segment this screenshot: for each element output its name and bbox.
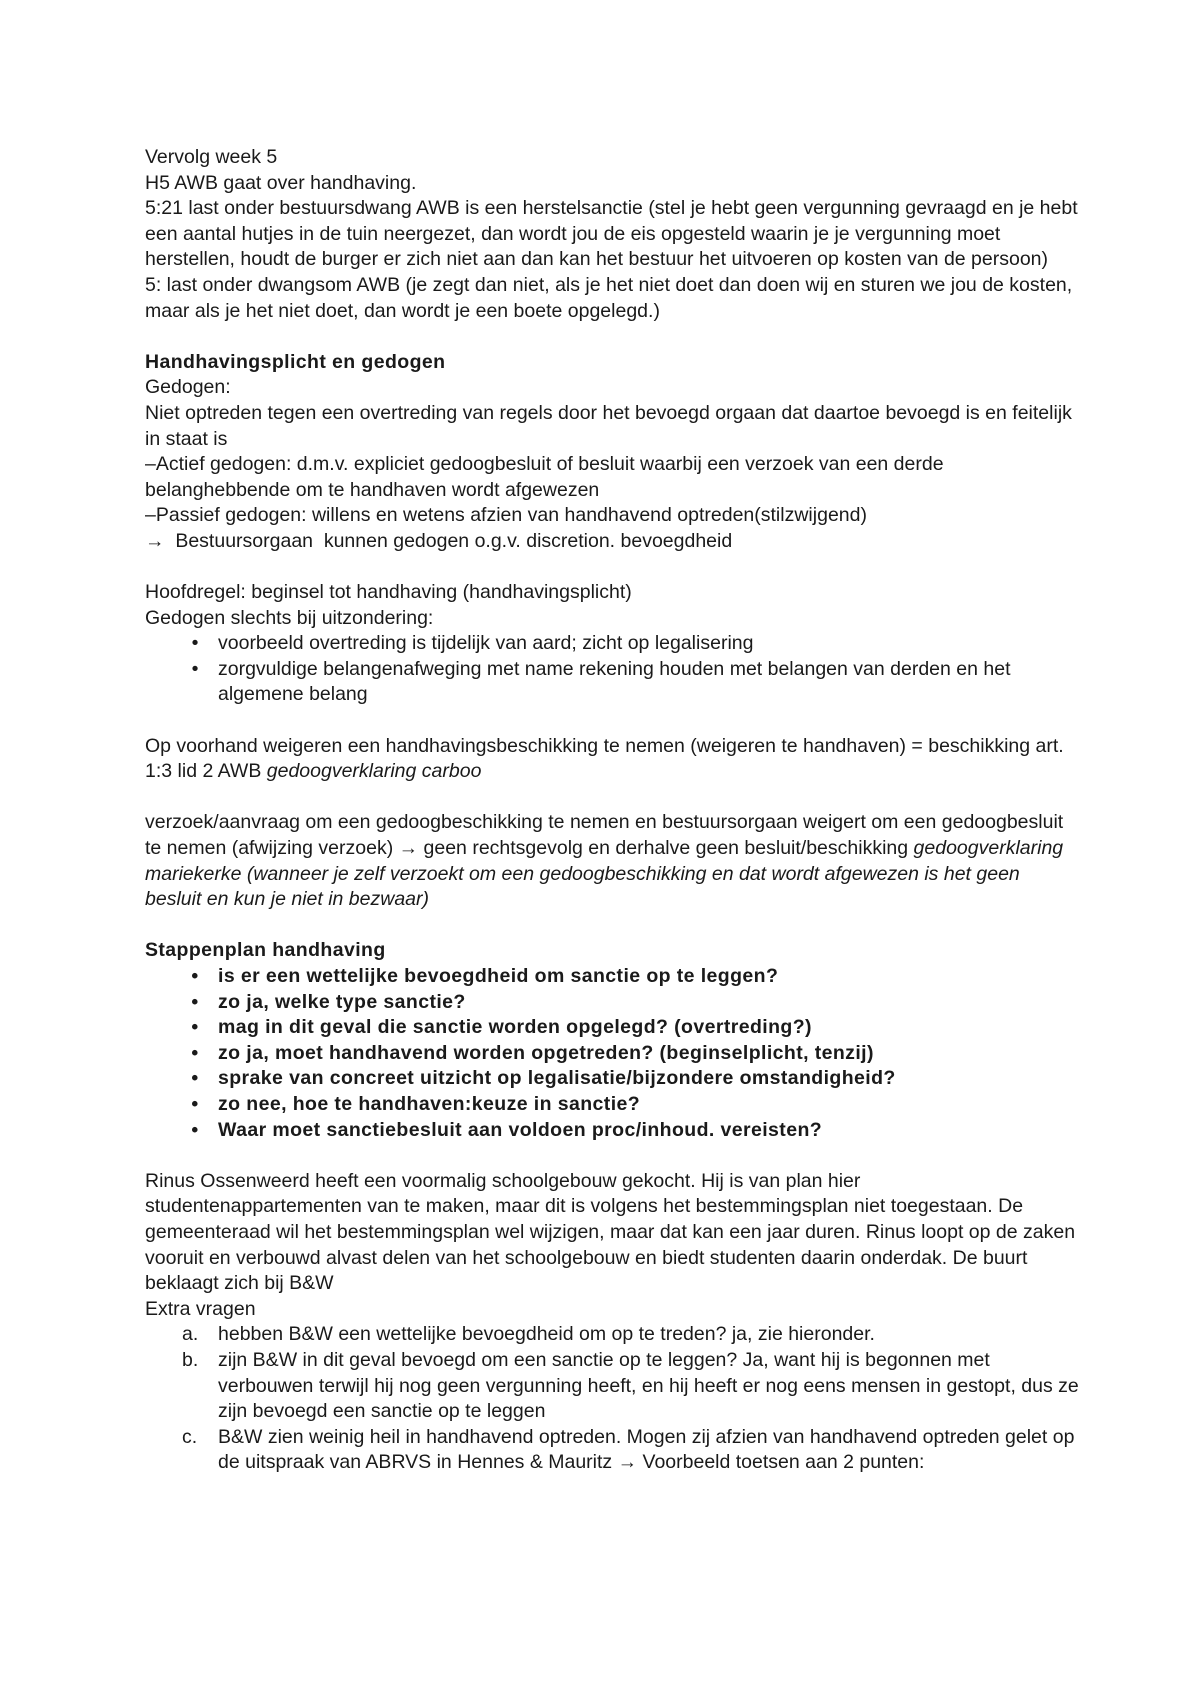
list-item-text: B&W zien weinig heil in handhavend optreden. Mogen zij afzien van handhavend optreden gelet op de uitspraak van ABRVS in Hennes & Mauritz → Voorbeeld toetsen aan 2 punten: bbox=[218, 1425, 1075, 1474]
hoofdregel-line: Hoofdregel: beginsel tot handhaving (handhavingsplicht) bbox=[145, 581, 632, 604]
list-marker: c. bbox=[182, 1425, 198, 1448]
actief-gedogen: –Actief gedogen: d.m.v. expliciet gedoogbesluit of besluit waarbij een verzoek van een derde belanghebbende om te handhaven wordt afgewezen bbox=[145, 453, 949, 501]
voorhand-paragraph bbox=[145, 734, 1080, 785]
spacer bbox=[145, 1143, 1080, 1169]
uitzondering-list bbox=[145, 631, 1080, 708]
list-item-text: sprake van concreet uitzicht op legalisatie/bijzondere omstandigheid? bbox=[218, 1067, 896, 1090]
spacer bbox=[145, 785, 1080, 811]
bullet-icon: • bbox=[191, 1118, 199, 1141]
voorhand-text: Op voorhand weigeren een handhavingsbeschikking te nemen (weigeren te handhaven) = beschikking art. 1:3 lid 2 AWB bbox=[145, 734, 1070, 783]
intro-line: H5 AWB gaat over handhaving. bbox=[145, 171, 417, 194]
list-item-text: Waar moet sanctiebesluit aan voldoen proc/inhoud. vereisten? bbox=[218, 1118, 823, 1141]
spacer bbox=[145, 913, 1080, 939]
list-item-text: zo ja, welke type sanctie? bbox=[218, 990, 466, 1013]
extra-vragen-list bbox=[145, 1322, 1080, 1476]
voorhand-case-name: gedoogverklaring carboo bbox=[266, 760, 482, 783]
extra-vragen-label: Extra vragen bbox=[145, 1297, 256, 1320]
doc-title: Vervolg week 5 bbox=[145, 146, 278, 168]
list-item-text: is er een wettelijke bevoegdheid om sanctie op te leggen? bbox=[218, 965, 779, 987]
intro-paragraph-bestuursdwang: 5:21 last onder bestuursdwang AWB is een herstelsanctie (stel je hebt geen vergunning gevraagd en je hebt een aantal hutjes in de tuin neergezet, dan wordt jou de eis opgesteld waarin je je vergunning moet herstellen, houdt de burger er zich niet aan dan kan het bestuur het uitvoeren op kosten van de persoon) bbox=[145, 197, 1084, 271]
discretion-arrow-line: → Bestuursorgaan kunnen gedogen o.g.v. discretion. bevoegdheid bbox=[145, 529, 733, 552]
bullet-icon: • bbox=[191, 632, 199, 655]
list-item bbox=[191, 1041, 1080, 1067]
passief-gedogen: –Passief gedogen: willens en wetens afzien van handhavend optreden(stilzwijgend) bbox=[145, 504, 867, 527]
list-item-text: zijn B&W in dit geval bevoegd om een sanctie op te leggen? Ja, want hij is begonnen met verbouwen terwijl hij nog geen vergunning heeft, en hij heeft er nog eens mensen in gestopt, dus ze zijn bevoegd een sanctie op te leggen bbox=[218, 1348, 1079, 1423]
bullet-icon: • bbox=[191, 990, 199, 1013]
list-item-text: zo ja, moet handhavend worden opgetreden? (beginselplicht, tenzij) bbox=[218, 1041, 874, 1064]
list-item bbox=[182, 1348, 1080, 1425]
bullet-icon: • bbox=[191, 965, 199, 987]
section-heading-stappenplan: Stappenplan handhaving bbox=[145, 939, 386, 962]
list-item-text: zo nee, hoe te handhaven:keuze in sanctie? bbox=[218, 1092, 641, 1115]
casus-paragraph: Rinus Ossenweerd heeft een voormalig schoolgebouw gekocht. Hij is van plan hier studentenappartementen van te maken, maar dit is volgens het bestemmingsplan niet toegestaan. De gemeenteraad wil het bestemmingsplan wel wijzigen, maar dat kan een jaar duren. Rinus loopt op de zaken vooruit en verbouwd alvast delen van het schoolgebouw en biedt studenten daarin onderdak. De buurt beklaagt zich bij B&W bbox=[145, 1169, 1081, 1295]
spacer bbox=[145, 708, 1080, 734]
list-marker: b. bbox=[182, 1348, 199, 1371]
list-item-text: zorgvuldige belangenafweging met name rekening houden met belangen van derden en het algemene belang bbox=[218, 657, 1011, 706]
list-item bbox=[182, 1322, 1080, 1348]
verzoek-case-note: gedoogverklaring mariekerke (wanneer je zelf verzoekt om een gedoogbeschikking en dat wordt afgewezen is het geen besluit en kun je niet in bezwaar) bbox=[145, 837, 1069, 911]
list-item bbox=[191, 1015, 1080, 1041]
list-item bbox=[191, 1092, 1080, 1118]
list-item bbox=[191, 964, 1080, 990]
list-item-text: voorbeeld overtreding is tijdelijk van aard; zicht op legalisering bbox=[218, 632, 754, 655]
intro-paragraph-dwangsom: 5: last onder dwangsom AWB (je zegt dan niet, als je het niet doet dan doen wij en sturen we jou de kosten, maar als je het niet doet, dan wordt je een boete opgelegd.) bbox=[145, 273, 1078, 322]
bullet-icon: • bbox=[191, 1041, 199, 1064]
list-item bbox=[191, 657, 1080, 708]
verzoek-text: verzoek/aanvraag om een gedoogbeschikking te nemen en bestuursorgaan weigert om een gedoogbesluit te nemen (afwijzing verzoek) → geen rechtsgevolg en derhalve geen besluit/beschikking bbox=[145, 811, 1069, 860]
bullet-icon: • bbox=[191, 657, 199, 680]
list-item bbox=[191, 990, 1080, 1016]
list-item-text: hebben B&W een wettelijke bevoegdheid om op te treden? ja, zie hieronder. bbox=[218, 1323, 875, 1346]
stappenplan-list bbox=[145, 964, 1080, 1143]
bullet-icon: • bbox=[191, 1067, 199, 1090]
uitzondering-line: Gedogen slechts bij uitzondering: bbox=[145, 606, 434, 629]
list-marker: a. bbox=[182, 1323, 199, 1346]
section-heading-handhavingsplicht: Handhavingsplicht en gedogen bbox=[145, 350, 446, 373]
list-item bbox=[182, 1425, 1080, 1476]
list-item bbox=[191, 1118, 1080, 1144]
list-item-text: mag in dit geval die sanctie worden opgelegd? (overtreding?) bbox=[218, 1016, 812, 1039]
bullet-icon: • bbox=[191, 1092, 199, 1115]
bullet-icon: • bbox=[191, 1016, 199, 1039]
list-item bbox=[191, 631, 1080, 657]
spacer bbox=[145, 555, 1080, 581]
verzoek-paragraph bbox=[145, 810, 1080, 912]
gedogen-definition: Niet optreden tegen een overtreding van regels door het bevoegd orgaan dat daartoe bevoegd is en feitelijk in staat is bbox=[145, 401, 1078, 450]
gedogen-label: Gedogen: bbox=[145, 376, 231, 399]
list-item bbox=[191, 1066, 1080, 1092]
spacer bbox=[145, 324, 1080, 350]
